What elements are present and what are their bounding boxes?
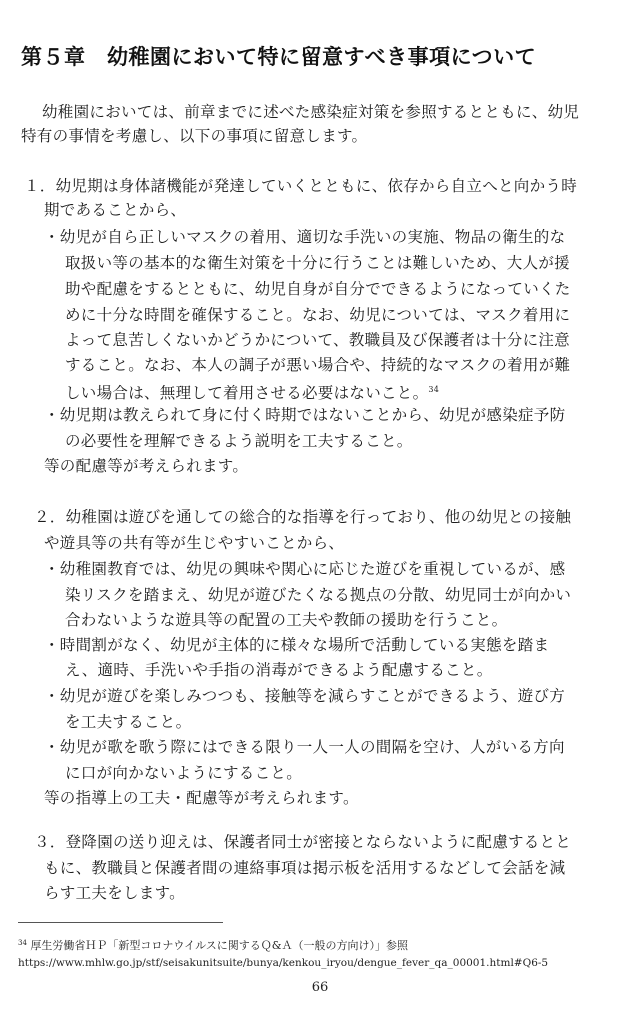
footnote-divider: [18, 922, 223, 923]
section-2-closing: 等の指導上の工夫・配慮等が考えられます。: [44, 789, 359, 807]
bullet-line: [65, 380, 439, 403]
bullet-line: ・幼稚園教育では、幼児の興味や関心に応じた遊びを重視しているが、感: [44, 560, 566, 578]
bullet-line: 合わないような遊具等の配置の工夫や教師の援助を行うこと。: [65, 611, 508, 629]
footnote-number: 34: [18, 939, 27, 947]
section-3-lead: らす工夫をします。: [44, 884, 185, 902]
section-1-closing: 等の配慮等が考えられます。: [44, 457, 249, 475]
bullet-line: ・幼児が歌を歌う際にはできる限り一人一人の間隔を空け、人がいる方向: [44, 738, 565, 756]
intro-line: 特有の事情を考慮し、以下の事項に留意します。: [21, 127, 368, 145]
section-2-lead: ２．幼稚園は遊びを通しての総合的な指導を行っており、他の幼児との接触: [34, 508, 572, 526]
bullet-line: よって息苦しくないかどうかについて、教職員及び保護者は十分に注意: [65, 331, 570, 349]
footnote-body: 厚生労働省ＨＰ「新型コロナウイルスに関するＱ&Ａ（一般の方向け）」参照: [30, 939, 409, 952]
bullet-line: の必要性を理解できるよう説明を工夫すること。: [65, 432, 413, 450]
bullet-line: 取扱い等の基本的な衛生対策を十分に行うことは難しいため、大人が援: [65, 254, 570, 272]
bullet-line: ・時間割がなく、幼児が主体的に様々な場所で活動している実態を踏ま: [44, 636, 550, 654]
bullet-line: ・幼児が自ら正しいマスクの着用、適切な手洗いの実施、物品の衛生的な: [44, 228, 566, 246]
section-3-lead: もに、教職員と保護者間の連絡事項は掲示板を活用するなどして会話を減: [44, 859, 566, 877]
footnote-text: [18, 937, 408, 953]
section-1-lead: １．幼児期は身体諸機能が発達していくとともに、依存から自立へと向かう時: [24, 177, 578, 195]
page-number: 66: [311, 980, 329, 995]
bullet-text: しい場合は、無理して着用させる必要はないこと。: [65, 384, 429, 402]
chapter-title: 第５章 幼稚園において特に留意すべき事項について: [21, 45, 537, 69]
footnote-ref: 34: [428, 385, 440, 394]
bullet-line: 助や配慮をするとともに、幼児自身が自分でできるようになっていくた: [65, 280, 571, 298]
section-1-lead: 期であることから、: [44, 201, 187, 219]
footnote-url[interactable]: https://www.mhlw.go.jp/stf/seisakunitsuite/bunya/kenkou_iryou/dengue_fever_qa_00001.html#Q6-5: [18, 957, 549, 969]
section-2-lead: や遊具等の共有等が生じやすいことから、: [44, 534, 345, 552]
bullet-line: に口が向かないようにすること。: [65, 764, 303, 782]
bullet-line: すること。なお、本人の調子が悪い場合や、持続的なマスクの着用が難: [65, 356, 571, 374]
bullet-line: え、適時、手洗いや手指の消毒ができるよう配慮すること。: [65, 661, 493, 679]
bullet-line: ・幼児期は教えられて身に付く時期ではないことから、幼児が感染症予防: [44, 406, 566, 424]
bullet-line: を工夫すること。: [65, 713, 192, 731]
section-3-lead: ３．登降園の送り迎えは、保護者同士が密接とならないように配慮するとと: [34, 833, 572, 851]
bullet-line: めに十分な時間を確保すること。なお、幼児については、マスク着用に: [65, 306, 571, 324]
intro-line: 幼稚園においては、前章までに述べた感染症対策を参照するとともに、幼児: [42, 103, 580, 121]
bullet-line: ・幼児が遊びを楽しみつつも、接触等を減らすことができるよう、遊び方: [44, 687, 566, 705]
bullet-line: 染リスクを踏まえ、幼児が遊びたくなる拠点の分散、幼児同士が向かい: [65, 586, 572, 604]
